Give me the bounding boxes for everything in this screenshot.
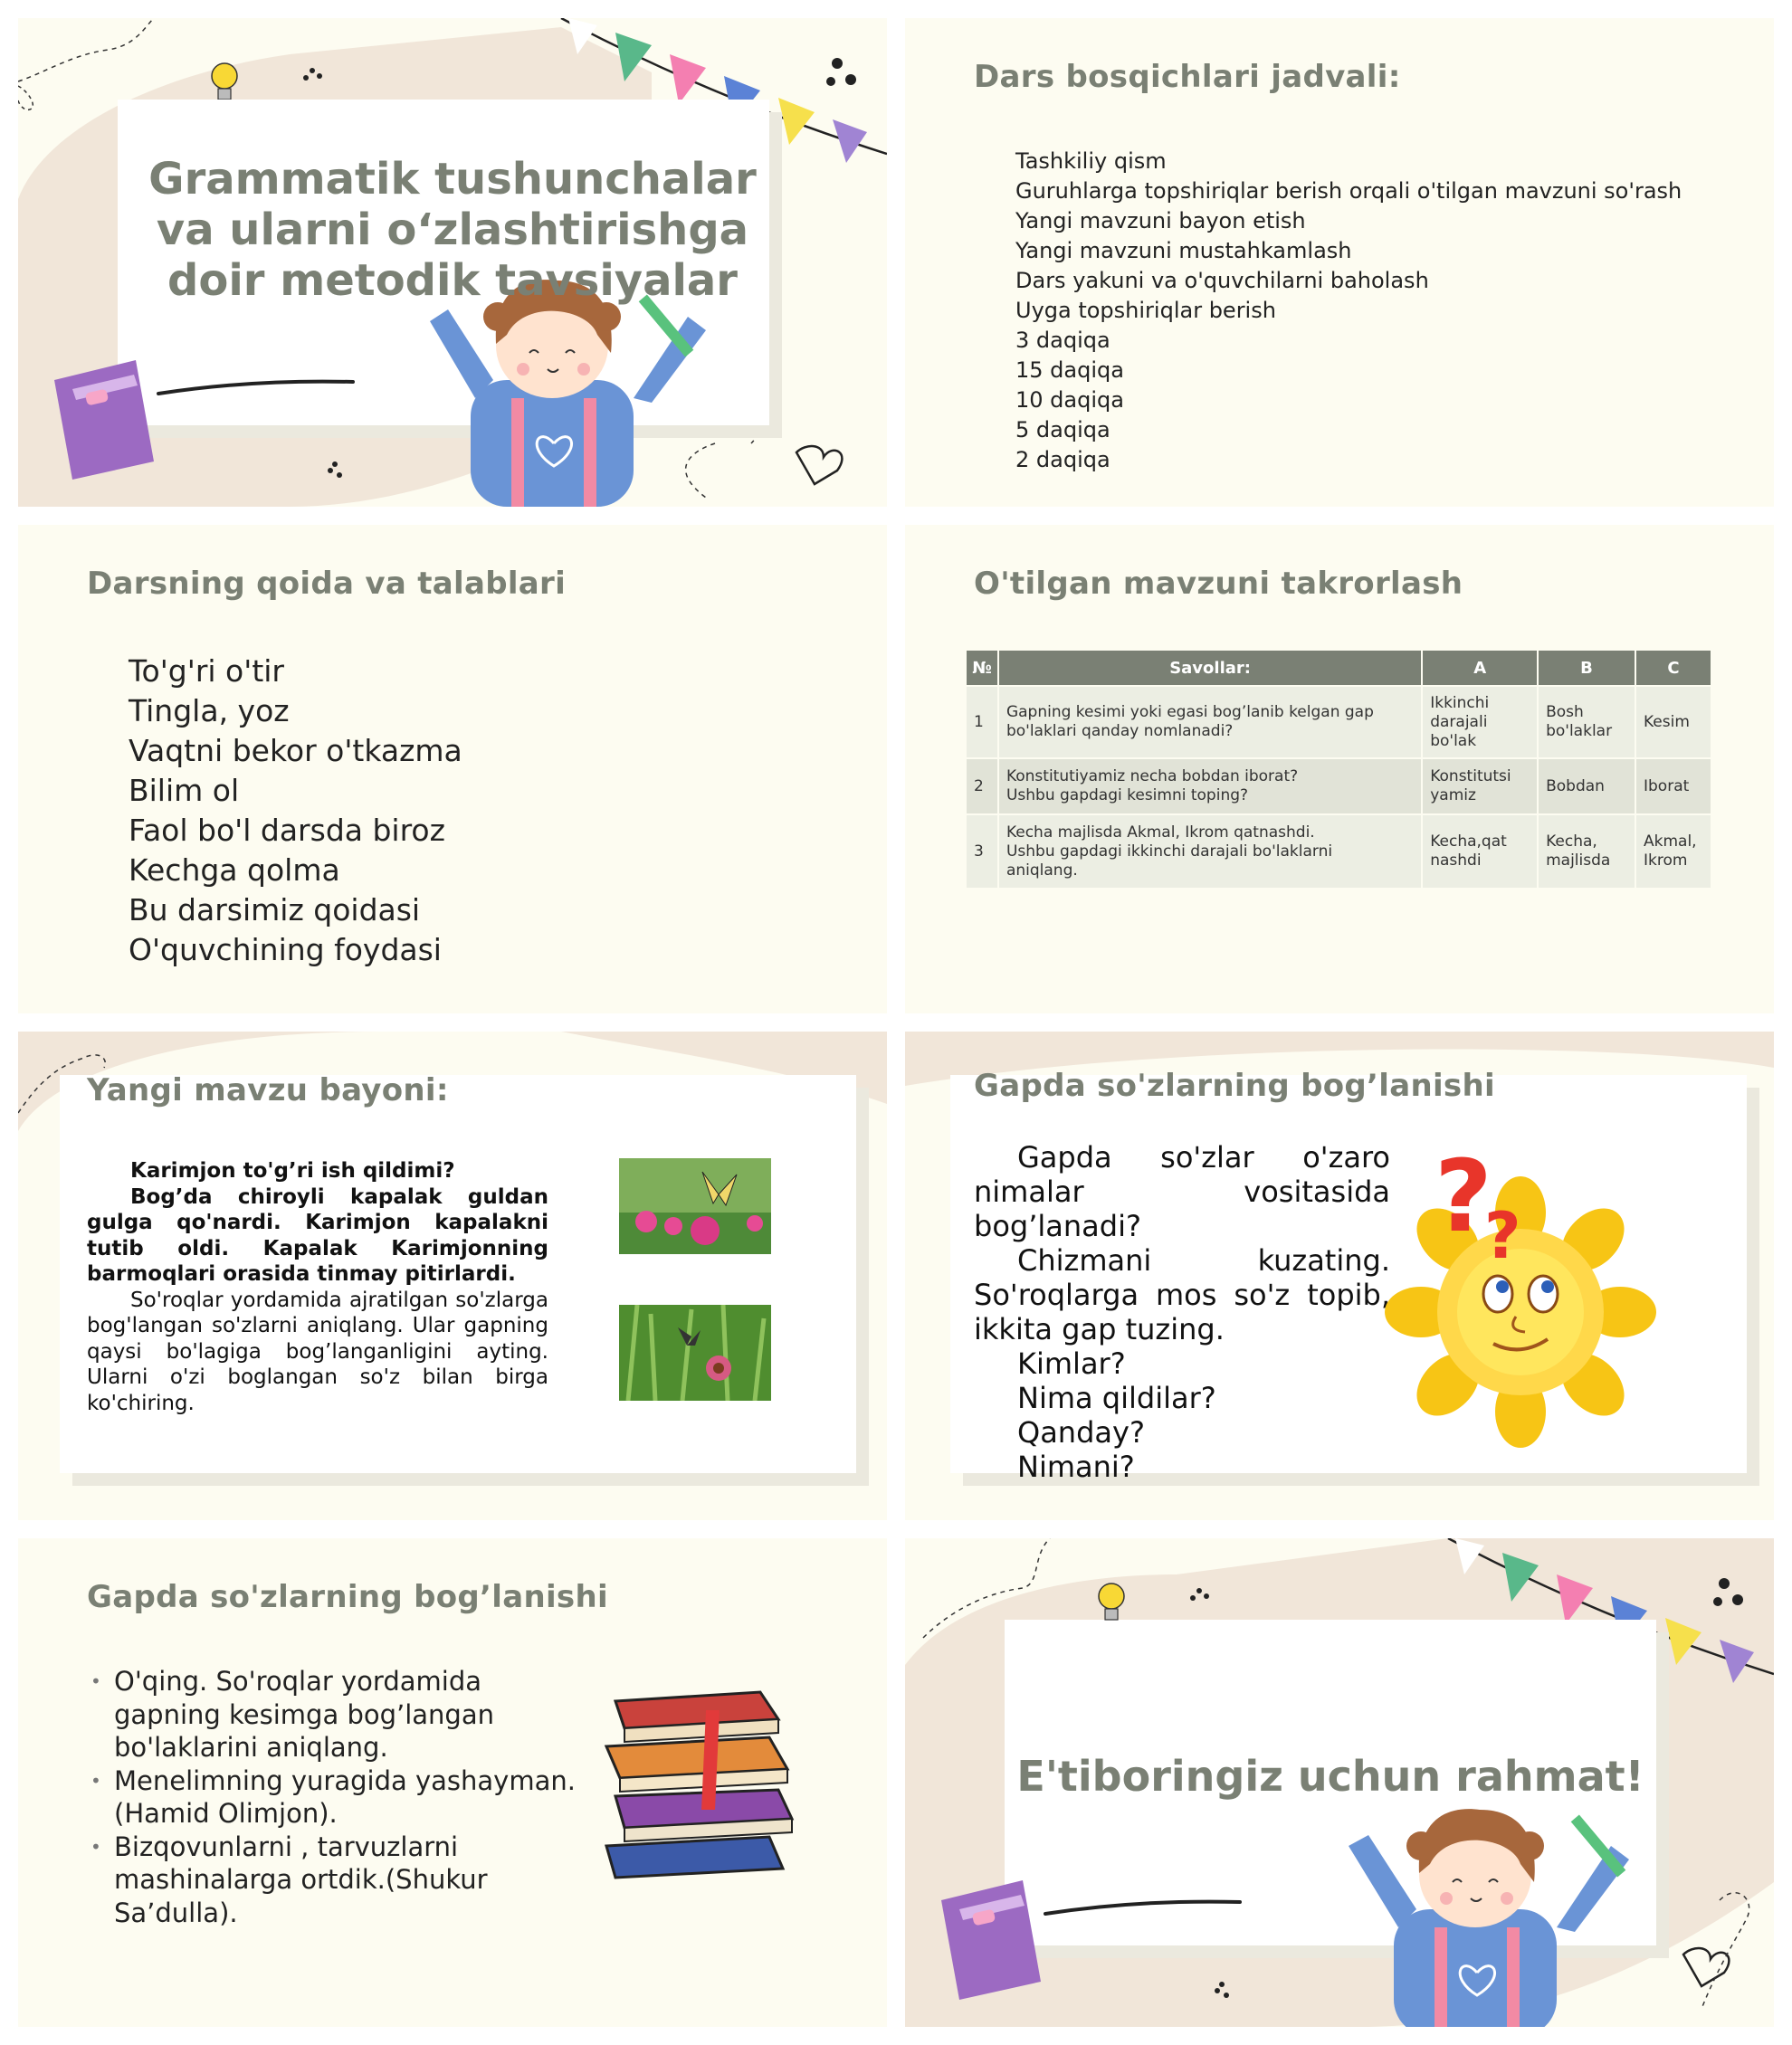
row-question bbox=[998, 686, 1422, 758]
list-item: Vaqtni bekor o'tkazma bbox=[129, 733, 462, 768]
bullet-icon: • bbox=[91, 1670, 101, 1692]
girl-illustration bbox=[430, 280, 706, 507]
row-num: 2 bbox=[966, 758, 998, 814]
list-item: • Menelimning yuragida yashayman. (Hamid Olimjon). bbox=[91, 1764, 576, 1829]
slide-heading: Darsning qoida va talablari bbox=[87, 566, 567, 602]
slide-heading: Dars bosqichlari jadvali: bbox=[974, 59, 1401, 95]
header-question: Savollar: bbox=[998, 650, 1422, 686]
list-item: • Bizqovunlarni , tarvuzlarni mashinalarga ortdik.(Shukur Sa’dulla). bbox=[91, 1831, 488, 1928]
text-line: Qanday? bbox=[1017, 1415, 1145, 1450]
list-item: Bilim ol bbox=[129, 773, 240, 808]
question-line: Ushbu gapdagi kesimni toping? bbox=[1006, 786, 1249, 804]
list-item: • O'qing. So'roqlar yordamida gapning kesimga bog’langan bo'laklarini aniqlang. bbox=[91, 1666, 494, 1763]
slide-rules[interactable] bbox=[18, 525, 887, 1013]
question-line: bo'laklari qanday nomlanadi? bbox=[1006, 722, 1234, 740]
slide-title[interactable] bbox=[18, 18, 887, 507]
list-item: Yangi mavzuni mustahkamlash bbox=[1015, 238, 1352, 263]
book-icon bbox=[54, 360, 154, 480]
question-line: Kecha majlisda Akmal, Ikrom qatnashdi. bbox=[1006, 823, 1315, 842]
lightbulb-icon bbox=[1099, 1584, 1124, 1620]
question-line: Ushbu gapdagi ikkinchi darajali bo'laklarni bbox=[1006, 842, 1333, 861]
table-header-row bbox=[966, 650, 1711, 686]
list-item: Kechga qolma bbox=[129, 852, 340, 888]
list-item: Guruhlarga topshiriqlar berish orqali o'tilgan mavzuni so'rash bbox=[1015, 178, 1682, 204]
answer-a: Kecha,qat nashdi bbox=[1422, 814, 1538, 889]
list-item: O'quvchining foydasi bbox=[129, 932, 442, 967]
slide-new-topic[interactable] bbox=[18, 1032, 887, 1520]
slide-word-connection[interactable] bbox=[905, 1032, 1774, 1520]
table-row bbox=[966, 686, 1711, 758]
slide-thanks[interactable] bbox=[905, 1538, 1774, 2027]
answer-c: Iborat bbox=[1635, 758, 1711, 814]
answer-a: Ikkinchi darajali bo'lak bbox=[1422, 686, 1538, 758]
question-line: Gapning kesimi yoki egasi bog’lanib kelgan gap bbox=[1006, 703, 1374, 721]
header-c: C bbox=[1635, 650, 1711, 686]
list-item: 3 daqiqa bbox=[1015, 328, 1110, 353]
stages-list bbox=[1015, 147, 1682, 475]
question-line: Konstitutiyamiz necha bobdan iborat? bbox=[1006, 767, 1299, 785]
row-num: 3 bbox=[966, 814, 998, 889]
answer-c: Kesim bbox=[1635, 686, 1711, 758]
svg-text:?: ? bbox=[1435, 1138, 1492, 1254]
table-row bbox=[966, 814, 1711, 889]
girl-illustration bbox=[1349, 1809, 1629, 2027]
text-line: Chizmani kuzating. So'roqlarga mos so'z topib, ikkita gap tuzing. bbox=[974, 1243, 1390, 1346]
bullet-icon: • bbox=[91, 1769, 101, 1792]
story-text bbox=[87, 1158, 548, 1416]
slide-heading: Gapda so'zlarning bog’lanishi bbox=[974, 1068, 1495, 1104]
text-line: Gapda so'zlar o'zaro nimalar vositasida bog’lanadi? bbox=[974, 1140, 1390, 1243]
slide-exercises[interactable] bbox=[18, 1538, 887, 2027]
list-item: Faol bo'l darsda biroz bbox=[129, 813, 445, 848]
text-line: Nimani? bbox=[1017, 1450, 1135, 1484]
story-body: Bog’da chiroyli kapalak guldan gulga qo'nardi. Karimjon kapalakni tutib oldi. Kapalak Karimjonning barmoqlari orasida tinmay pitirlardi. bbox=[87, 1184, 548, 1286]
presentation-title: Grammatik tushunchalar va ularni o‘zlashtirishga doir metodik tavsiyalar bbox=[148, 154, 757, 306]
answer-b: Bobdan bbox=[1538, 758, 1635, 814]
row-question bbox=[998, 814, 1422, 889]
list-item: To'g'ri o'tir bbox=[129, 653, 284, 689]
slide-heading: O'tilgan mavzuni takrorlash bbox=[974, 566, 1463, 602]
bullet-icon: • bbox=[91, 1835, 101, 1858]
answer-c: Akmal, Ikrom bbox=[1635, 814, 1711, 889]
list-item: Tashkiliy qism bbox=[1015, 148, 1167, 174]
list-item: 15 daqiqa bbox=[1015, 357, 1124, 383]
question-line: aniqlang. bbox=[1006, 861, 1078, 880]
list-item: Dars yakuni va o'quvchilarni baholash bbox=[1015, 268, 1429, 293]
text-line: Kimlar? bbox=[1017, 1346, 1126, 1381]
question-mark-sun bbox=[905, 1032, 1774, 1520]
row-question bbox=[998, 758, 1422, 814]
header-num: № bbox=[966, 650, 998, 686]
header-b: B bbox=[1538, 650, 1635, 686]
books-stack bbox=[18, 1538, 887, 2027]
slide-heading: Gapda so'zlarning bog’lanishi bbox=[87, 1579, 608, 1615]
butterfly-photo-1 bbox=[619, 1158, 771, 1254]
quiz-table bbox=[965, 649, 1712, 889]
answer-b: Bosh bo'laklar bbox=[1538, 686, 1635, 758]
book-icon bbox=[941, 1880, 1041, 2000]
rules-list bbox=[129, 652, 462, 970]
answer-a: Konstitutsi yamiz bbox=[1422, 758, 1538, 814]
slide-review[interactable] bbox=[905, 525, 1774, 1013]
list-item: Tingla, yoz bbox=[129, 693, 290, 728]
list-item: 10 daqiqa bbox=[1015, 387, 1124, 413]
story-question: Karimjon to'g’ri ish qildimi? bbox=[130, 1159, 455, 1183]
task-text: So'roqlar yordamida ajratilgan so'zlarga bog'langan so'zlarni aniqlang. Ular gapning qaysi bo'lagiga bog’langanligini ayting. Ularni o'zi boglangan so'z bilan birga ko'chiring. bbox=[87, 1288, 548, 1415]
header-a: A bbox=[1422, 650, 1538, 686]
svg-text:?: ? bbox=[1484, 1199, 1521, 1273]
list-item: Yangi mavzuni bayon etish bbox=[1015, 208, 1306, 233]
text-line: Nima qildilar? bbox=[1017, 1381, 1216, 1415]
list-item: Uyga topshiriqlar berish bbox=[1015, 298, 1276, 323]
answer-b: Kecha, majlisda bbox=[1538, 814, 1635, 889]
thanks-title: E'tiboringiz uchun rahmat! bbox=[1016, 1752, 1644, 1801]
butterfly-photo-2 bbox=[619, 1305, 771, 1401]
slide-lesson-stages[interactable] bbox=[905, 18, 1774, 507]
table-row bbox=[966, 758, 1711, 814]
list-item: Bu darsimiz qoidasi bbox=[129, 892, 421, 927]
list-item: 2 daqiqa bbox=[1015, 447, 1110, 472]
slide-heading: Yangi mavzu bayoni: bbox=[87, 1072, 449, 1108]
list-item: 5 daqiqa bbox=[1015, 417, 1110, 442]
row-num: 1 bbox=[966, 686, 998, 758]
